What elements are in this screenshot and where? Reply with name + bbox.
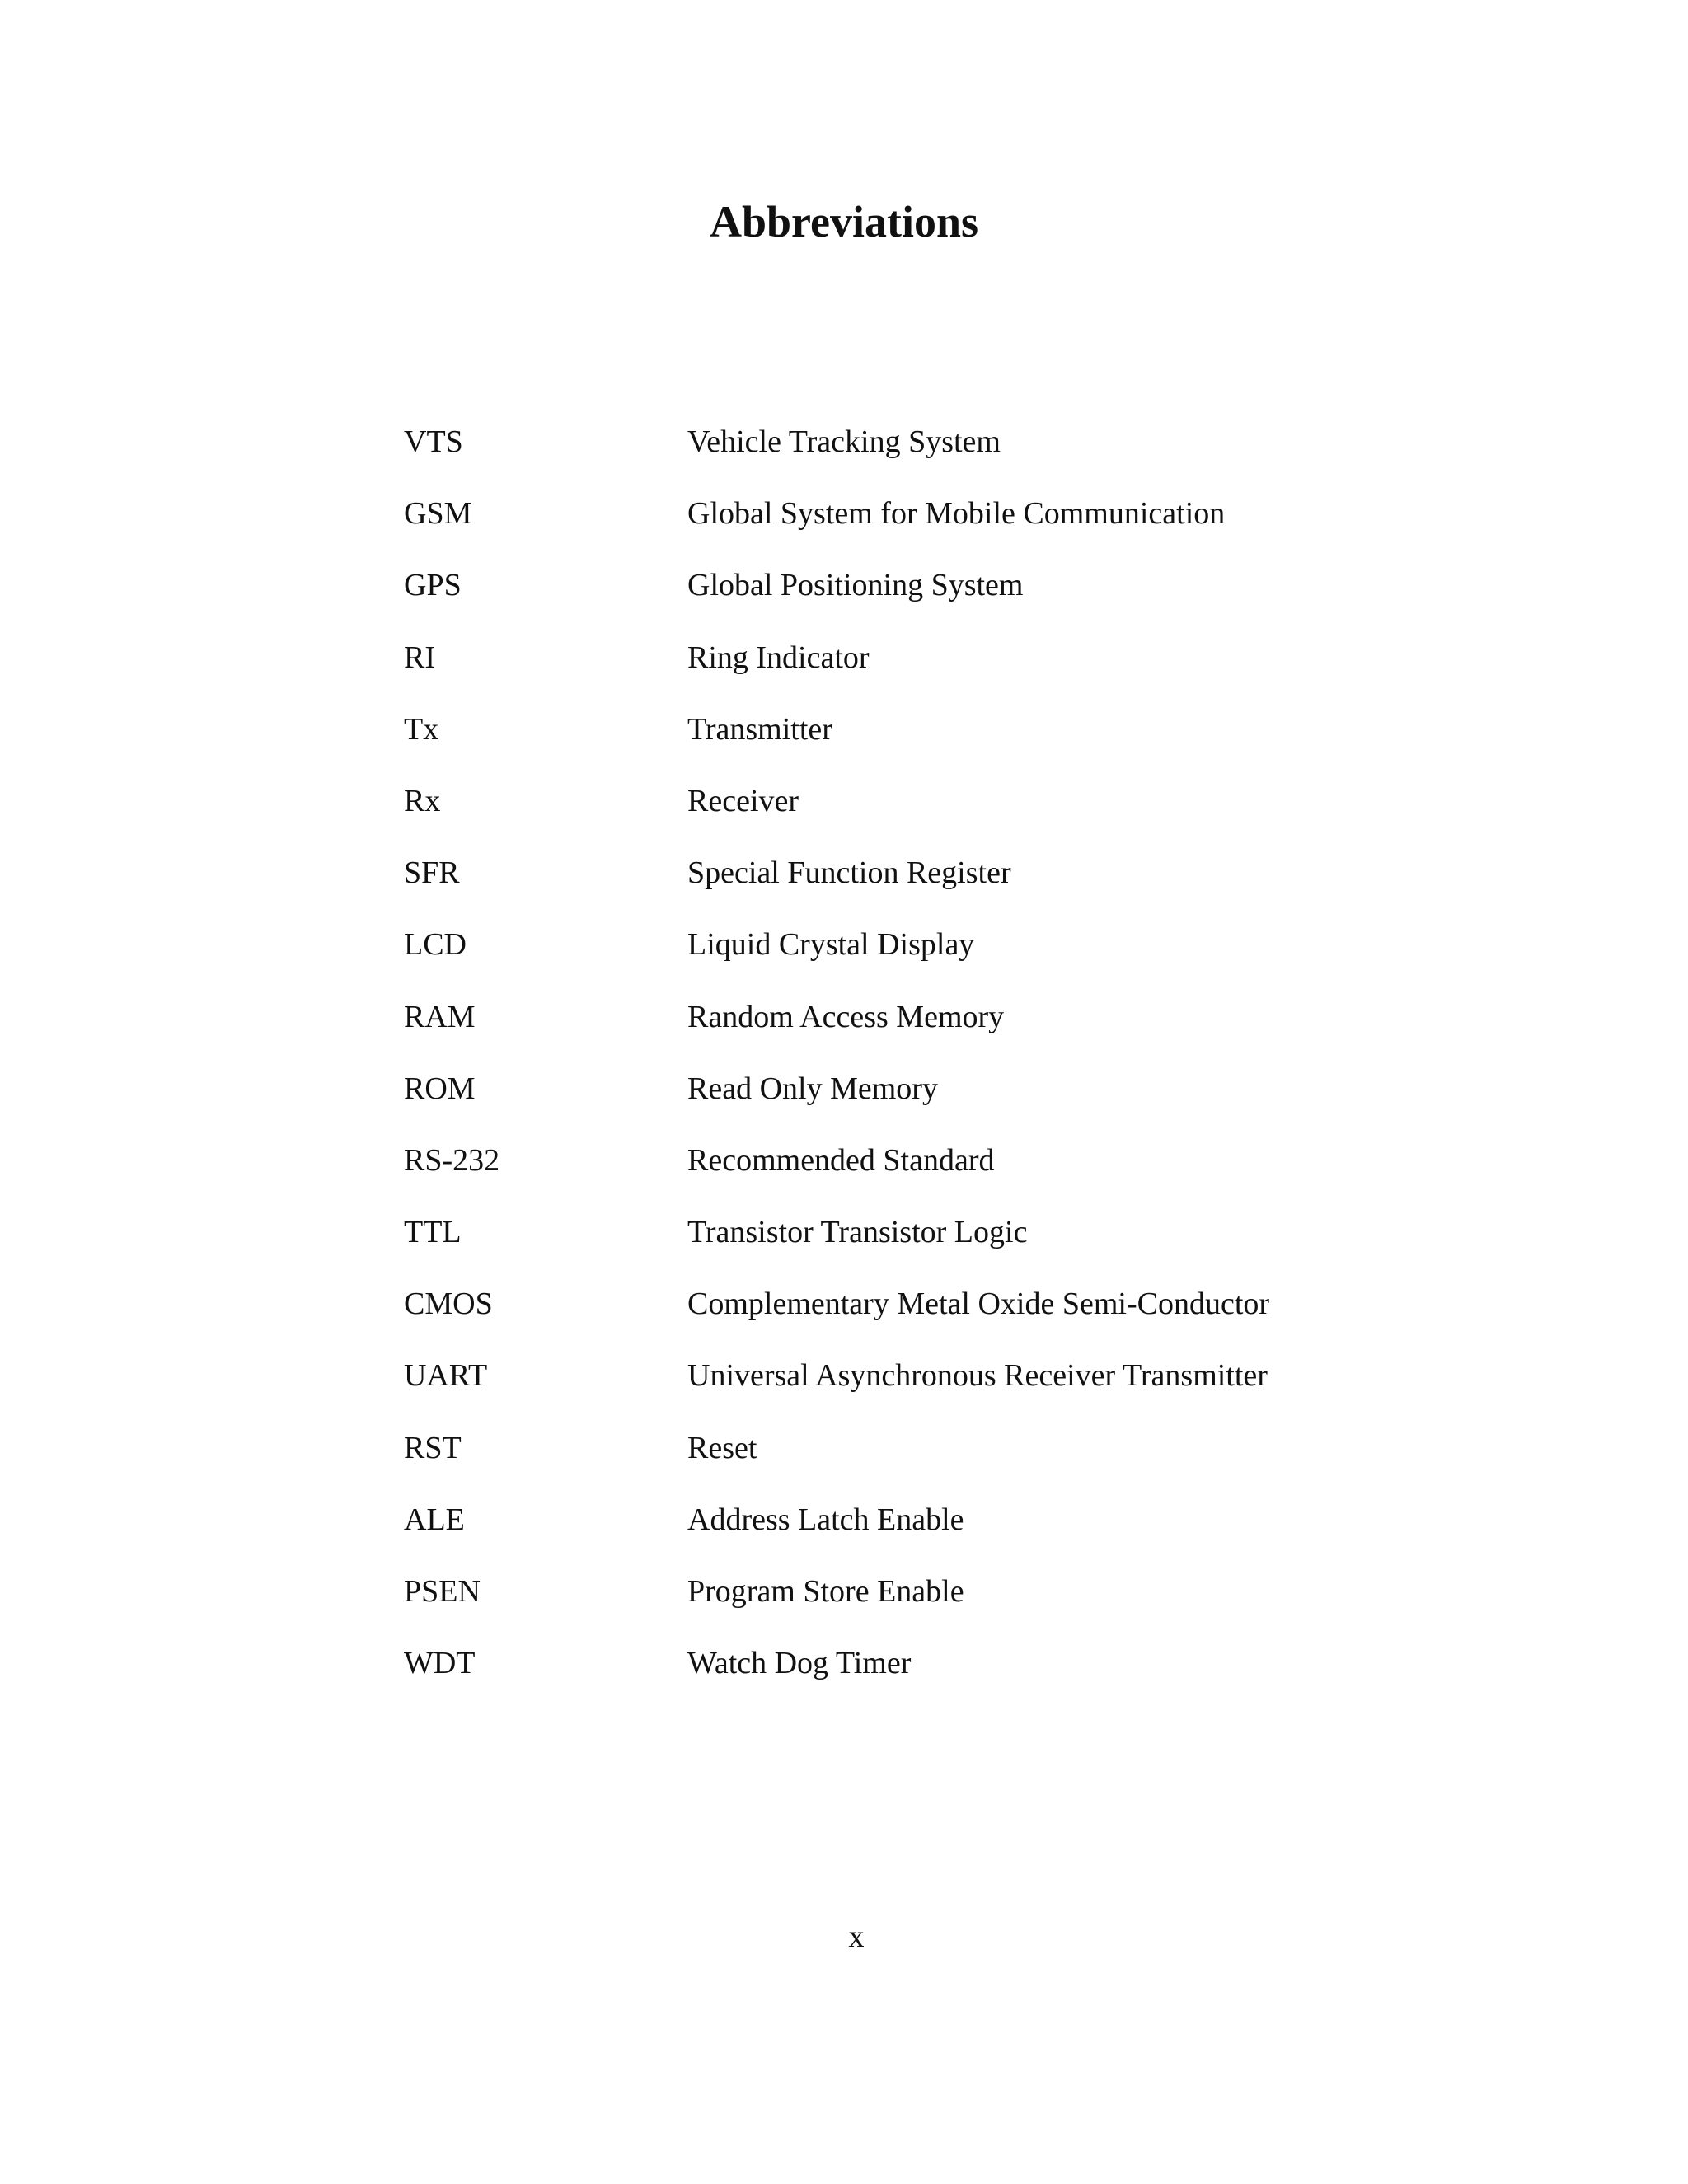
abbreviation-term: RS-232 [404, 1142, 500, 1178]
abbreviation-row [404, 1066, 1393, 1137]
abbreviation-term: TTL [404, 1215, 462, 1250]
abbreviation-definition: Ring Indicator [687, 640, 870, 675]
abbreviation-definition: Read Only Memory [687, 1071, 938, 1106]
abbreviation-term: ROM [404, 1071, 476, 1106]
abbreviation-definition: Recommended Standard [687, 1142, 995, 1178]
abbreviation-row [404, 1568, 1393, 1640]
abbreviation-list [404, 419, 1393, 1712]
abbreviation-definition: Transistor Transistor Logic [687, 1215, 1028, 1250]
abbreviation-term: Tx [404, 711, 439, 747]
abbreviation-term: LCD [404, 927, 467, 963]
abbreviation-row [404, 921, 1393, 993]
abbreviation-definition: Complementary Metal Oxide Semi-Conductor [687, 1286, 1270, 1322]
abbreviation-definition: Special Function Register [687, 855, 1011, 891]
abbreviation-row [404, 1497, 1393, 1568]
abbreviation-row [404, 1209, 1393, 1281]
abbreviation-row [404, 490, 1393, 562]
abbreviation-row [404, 419, 1393, 490]
abbreviation-row [404, 1281, 1393, 1352]
abbreviation-row [404, 706, 1393, 778]
abbreviation-definition: Receiver [687, 783, 799, 818]
abbreviation-term: VTS [404, 424, 463, 459]
abbreviation-definition: Liquid Crystal Display [687, 927, 975, 963]
abbreviation-term: SFR [404, 855, 460, 891]
abbreviation-row [404, 1352, 1393, 1424]
page-number: x [848, 1919, 865, 1954]
abbreviation-term: UART [404, 1358, 488, 1394]
abbreviation-term: RI [404, 640, 435, 675]
abbreviation-row [404, 850, 1393, 921]
abbreviation-definition: Vehicle Tracking System [687, 424, 1001, 459]
abbreviation-term: PSEN [404, 1574, 481, 1609]
abbreviation-definition: Address Latch Enable [687, 1502, 964, 1537]
abbreviation-term: Rx [404, 783, 441, 818]
abbreviation-definition: Watch Dog Timer [687, 1646, 912, 1681]
abbreviation-term: RST [404, 1430, 462, 1465]
abbreviation-row [404, 1137, 1393, 1209]
abbreviation-definition: Reset [687, 1430, 757, 1465]
abbreviation-row [404, 1640, 1393, 1712]
abbreviation-row [404, 778, 1393, 850]
abbreviation-definition: Program Store Enable [687, 1574, 964, 1609]
abbreviation-row [404, 635, 1393, 706]
abbreviation-definition: Universal Asynchronous Receiver Transmitter [687, 1358, 1268, 1394]
abbreviation-row [404, 994, 1393, 1066]
abbreviation-term: CMOS [404, 1286, 493, 1322]
abbreviation-term: GPS [404, 568, 462, 603]
abbreviation-definition: Global System for Mobile Communication [687, 496, 1226, 532]
abbreviation-term: WDT [404, 1646, 476, 1681]
abbreviation-row [404, 1425, 1393, 1497]
abbreviation-definition: Transmitter [687, 711, 832, 747]
abbreviation-term: ALE [404, 1502, 465, 1537]
page-title: Abbreviations [709, 197, 979, 246]
abbreviation-row [404, 562, 1393, 634]
abbreviation-term: RAM [404, 999, 476, 1034]
abbreviation-term: GSM [404, 496, 472, 532]
abbreviation-definition: Random Access Memory [687, 999, 1005, 1034]
abbreviation-definition: Global Positioning System [687, 568, 1024, 603]
